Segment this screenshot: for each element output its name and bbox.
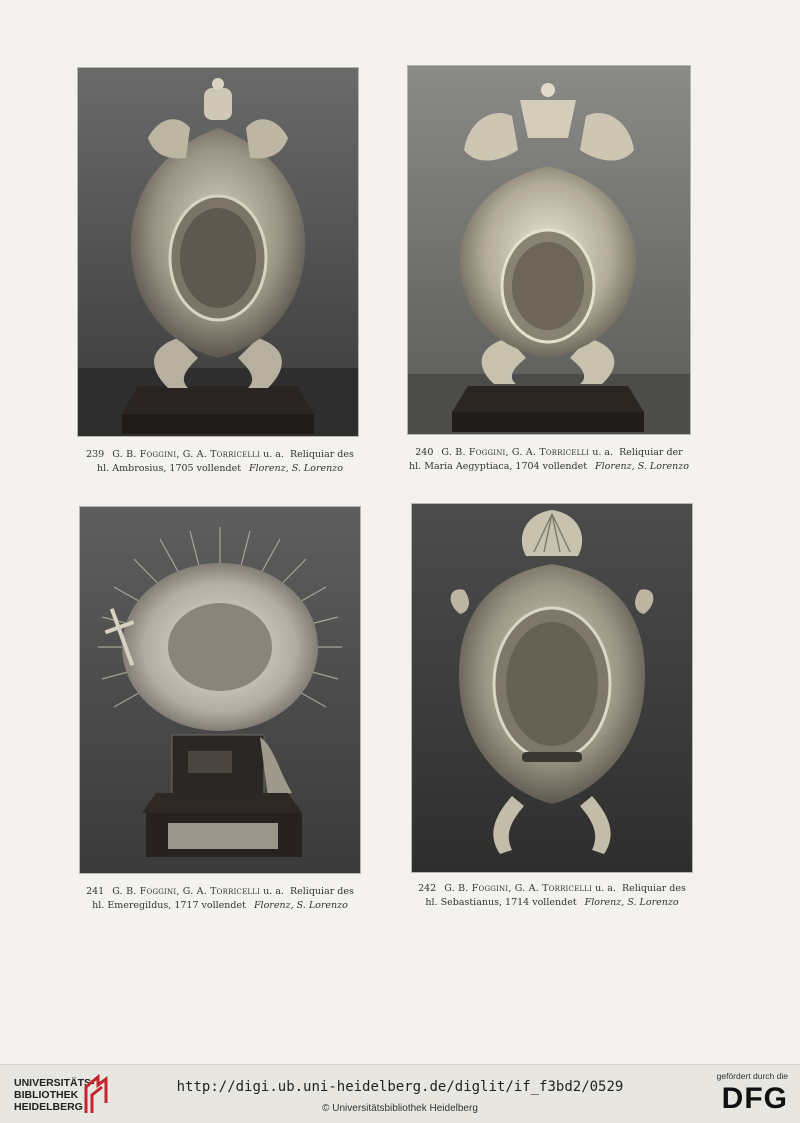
object: Reliquiar des [621,883,686,894]
caption-240 [398,446,700,474]
object: Reliquiar des [289,886,354,897]
caption-line-1 [70,885,370,899]
plate-number: 239 [86,449,105,460]
plate-number: 242 [418,883,437,894]
permalink-link[interactable]: http://digi.ub.uni-heidelberg.de/diglit/if_f3bd2/0529 [176,1079,624,1095]
reliquary-cartouche-icon [412,504,692,872]
caption-242 [402,882,702,910]
reliquary-vase-icon [408,66,690,434]
dedication: hl. Ambrosius, 1705 vollendet [97,463,242,474]
location: Florenz, S. Lorenzo [249,463,343,474]
caption-line-2 [402,896,702,910]
caption-line-1 [398,446,700,460]
plate-number: 240 [415,447,434,458]
dedication: hl. Maria Aegyptiaca, 1704 vollendet [409,461,588,472]
plate-image-240 [408,66,690,434]
plate-image-239 [78,68,358,436]
location: Florenz, S. Lorenzo [584,897,679,908]
permalink-url[interactable] [0,1079,800,1095]
dedication: hl. Sebastianus, 1714 vollendet [425,897,577,908]
caption-line-1 [70,448,370,462]
caption-line-2 [70,462,370,476]
footer-bar [0,1064,800,1123]
ua: u. a. [592,447,614,458]
location: Florenz, S. Lorenzo [253,900,348,911]
artists: G. B. Foggini, G. A. Torricelli [441,447,590,458]
object: Reliquiar des [289,449,354,460]
library-line-2: BIBLIOTHEK [14,1089,79,1101]
caption-241 [70,885,370,913]
plate-image-242 [412,504,692,872]
library-line-3: HEIDELBERG [14,1101,83,1113]
reliquary-vase-icon [78,68,358,436]
copyright-notice: © Universitätsbibliothek Heidelberg [322,1103,478,1114]
ua: u. a. [263,449,284,460]
dfg-logo: DFG [721,1082,788,1115]
object: Reliquiar der [619,447,683,458]
library-line-1: UNIVERSITÄTS- [14,1077,95,1089]
dedication: hl. Emeregildus, 1717 vollendet [92,900,246,911]
artists: G. B. Foggini, G. A. Torricelli [112,449,261,460]
ua: u. a. [595,883,616,894]
funding-note: gefördert durch die [716,1071,788,1081]
caption-line-1 [402,882,702,896]
artists: G. B. Foggini, G. A. Torricelli [444,883,593,894]
reliquary-sunburst-icon [80,507,360,873]
caption-239 [70,448,370,476]
artists: G. B. Foggini, G. A. Torricelli [112,886,261,897]
caption-line-2 [398,460,700,474]
plate-number: 241 [86,886,105,897]
ua: u. a. [263,886,284,897]
caption-line-2 [70,899,370,913]
location: Florenz, S. Lorenzo [595,461,689,472]
plate-image-241 [80,507,360,873]
